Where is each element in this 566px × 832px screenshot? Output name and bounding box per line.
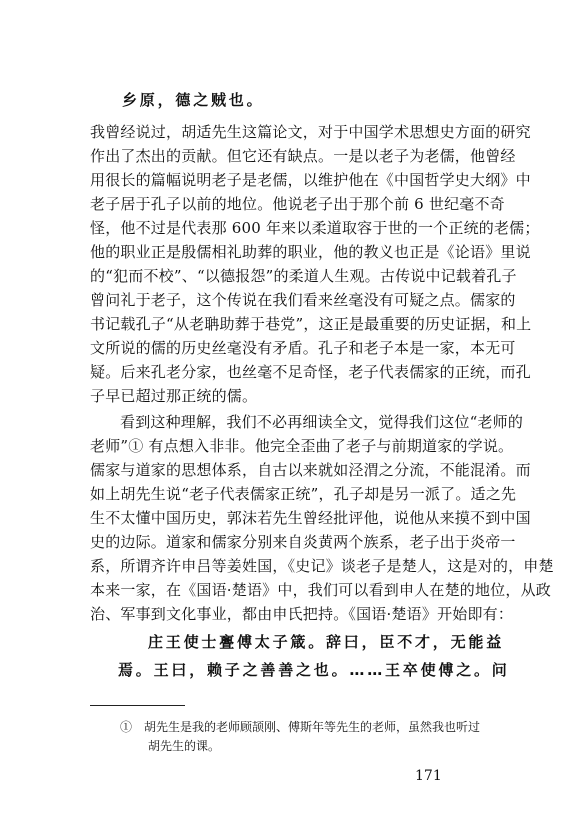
paragraph-2-line: 老师”① 有点想入非非。他完全歪曲了老子与前期道家的学说。 bbox=[90, 437, 514, 455]
block-quote-line: 焉。王曰，赖子之善善之也。……王卒使傅之。问 bbox=[118, 661, 510, 679]
footnote-line: ① 胡先生是我的老师顾颉刚、傅斯年等先生的老师，虽然我也听过 bbox=[120, 720, 481, 734]
footnote-divider bbox=[90, 705, 185, 706]
paragraph-2-line: 本来一家，在《国语·楚语》中，我们可以看到申人在楚的地位，从政 bbox=[90, 581, 551, 599]
paragraph-1-line: 疑。后来孔老分家，也丝毫不足奇怪，老子代表儒家的正统，而孔 bbox=[90, 363, 531, 381]
paragraph-1-line: 用很长的篇幅说明老子是老儒，以维护他在《中国哲学史大纲》中 bbox=[90, 171, 531, 189]
paragraph-1-line: 书记载孔子“从老聃助葬于巷党”，这正是最重要的历史证据，和上 bbox=[90, 315, 532, 333]
paragraph-2-line: 史的边际。道家和儒家分别来自炎黄两个族系，老子出于炎帝一 bbox=[90, 533, 516, 551]
footnote-line: 胡先生的课。 bbox=[148, 739, 221, 753]
paragraph-1-line: 我曾经说过，胡适先生这篇论文，对于中国学术思想史方面的研究 bbox=[90, 123, 531, 141]
paragraph-2-line: 治、军事到文化事业，都由申氏把持。《国语·楚语》开始即有： bbox=[90, 605, 514, 623]
paragraph-2-line: 如上胡先生说“老子代表儒家正统”，孔子却是另一派了。适之先 bbox=[90, 485, 517, 503]
paragraph-1-line: 老子居于孔子以前的地位。他说老子出于那个前 6 世纪毫不奇 bbox=[90, 195, 505, 213]
paragraph-1-line: 他的职业正是殷儒相礼助葬的职业，他的教义也正是《论语》里说 bbox=[90, 243, 531, 261]
paragraph-2-line: 看到这种理解，我们不必再细读全文，觉得我们这位“老师的 bbox=[120, 413, 524, 431]
paragraph-1-line: 作出了杰出的贡献。但它还有缺点。一是以老子为老儒，他曾经 bbox=[90, 147, 516, 165]
paragraph-1-line: 的“犯而不校”、“以德报怨”的柔道人生观。古传说中记载着孔子 bbox=[90, 267, 517, 285]
paragraph-1-line: 子早已超过那正统的儒。 bbox=[90, 387, 258, 405]
paragraph-2-line: 生不太懂中国历史，郭沫若先生曾经批评他，说他从来摸不到中国 bbox=[90, 509, 531, 527]
paragraph-2-line: 系，所谓齐许申吕等姜姓国，《史记》谈老子是楚人，这是对的，申楚 bbox=[90, 557, 554, 575]
paragraph-1-line: 怪，他不过是代表那 600 年来以柔道取容于世的一个正统的老儒； bbox=[90, 219, 540, 237]
paragraph-1-line: 曾问礼于老子，这个传说在我们看来丝毫没有可疑之点。儒家的 bbox=[90, 291, 516, 309]
opening-quote: 乡原，德之贼也。 bbox=[122, 91, 265, 109]
paragraph-2-line: 儒家与道家的思想体系，自古以来就如泾渭之分流，不能混淆。而 bbox=[90, 461, 531, 479]
paragraph-1-line: 文所说的儒的历史丝毫没有矛盾。孔子和老子本是一家，本无可 bbox=[90, 339, 516, 357]
block-quote-line: 庄王使士亹傅太子箴。辞曰，臣不才，无能益 bbox=[148, 633, 505, 651]
page-number: 171 bbox=[415, 768, 442, 784]
